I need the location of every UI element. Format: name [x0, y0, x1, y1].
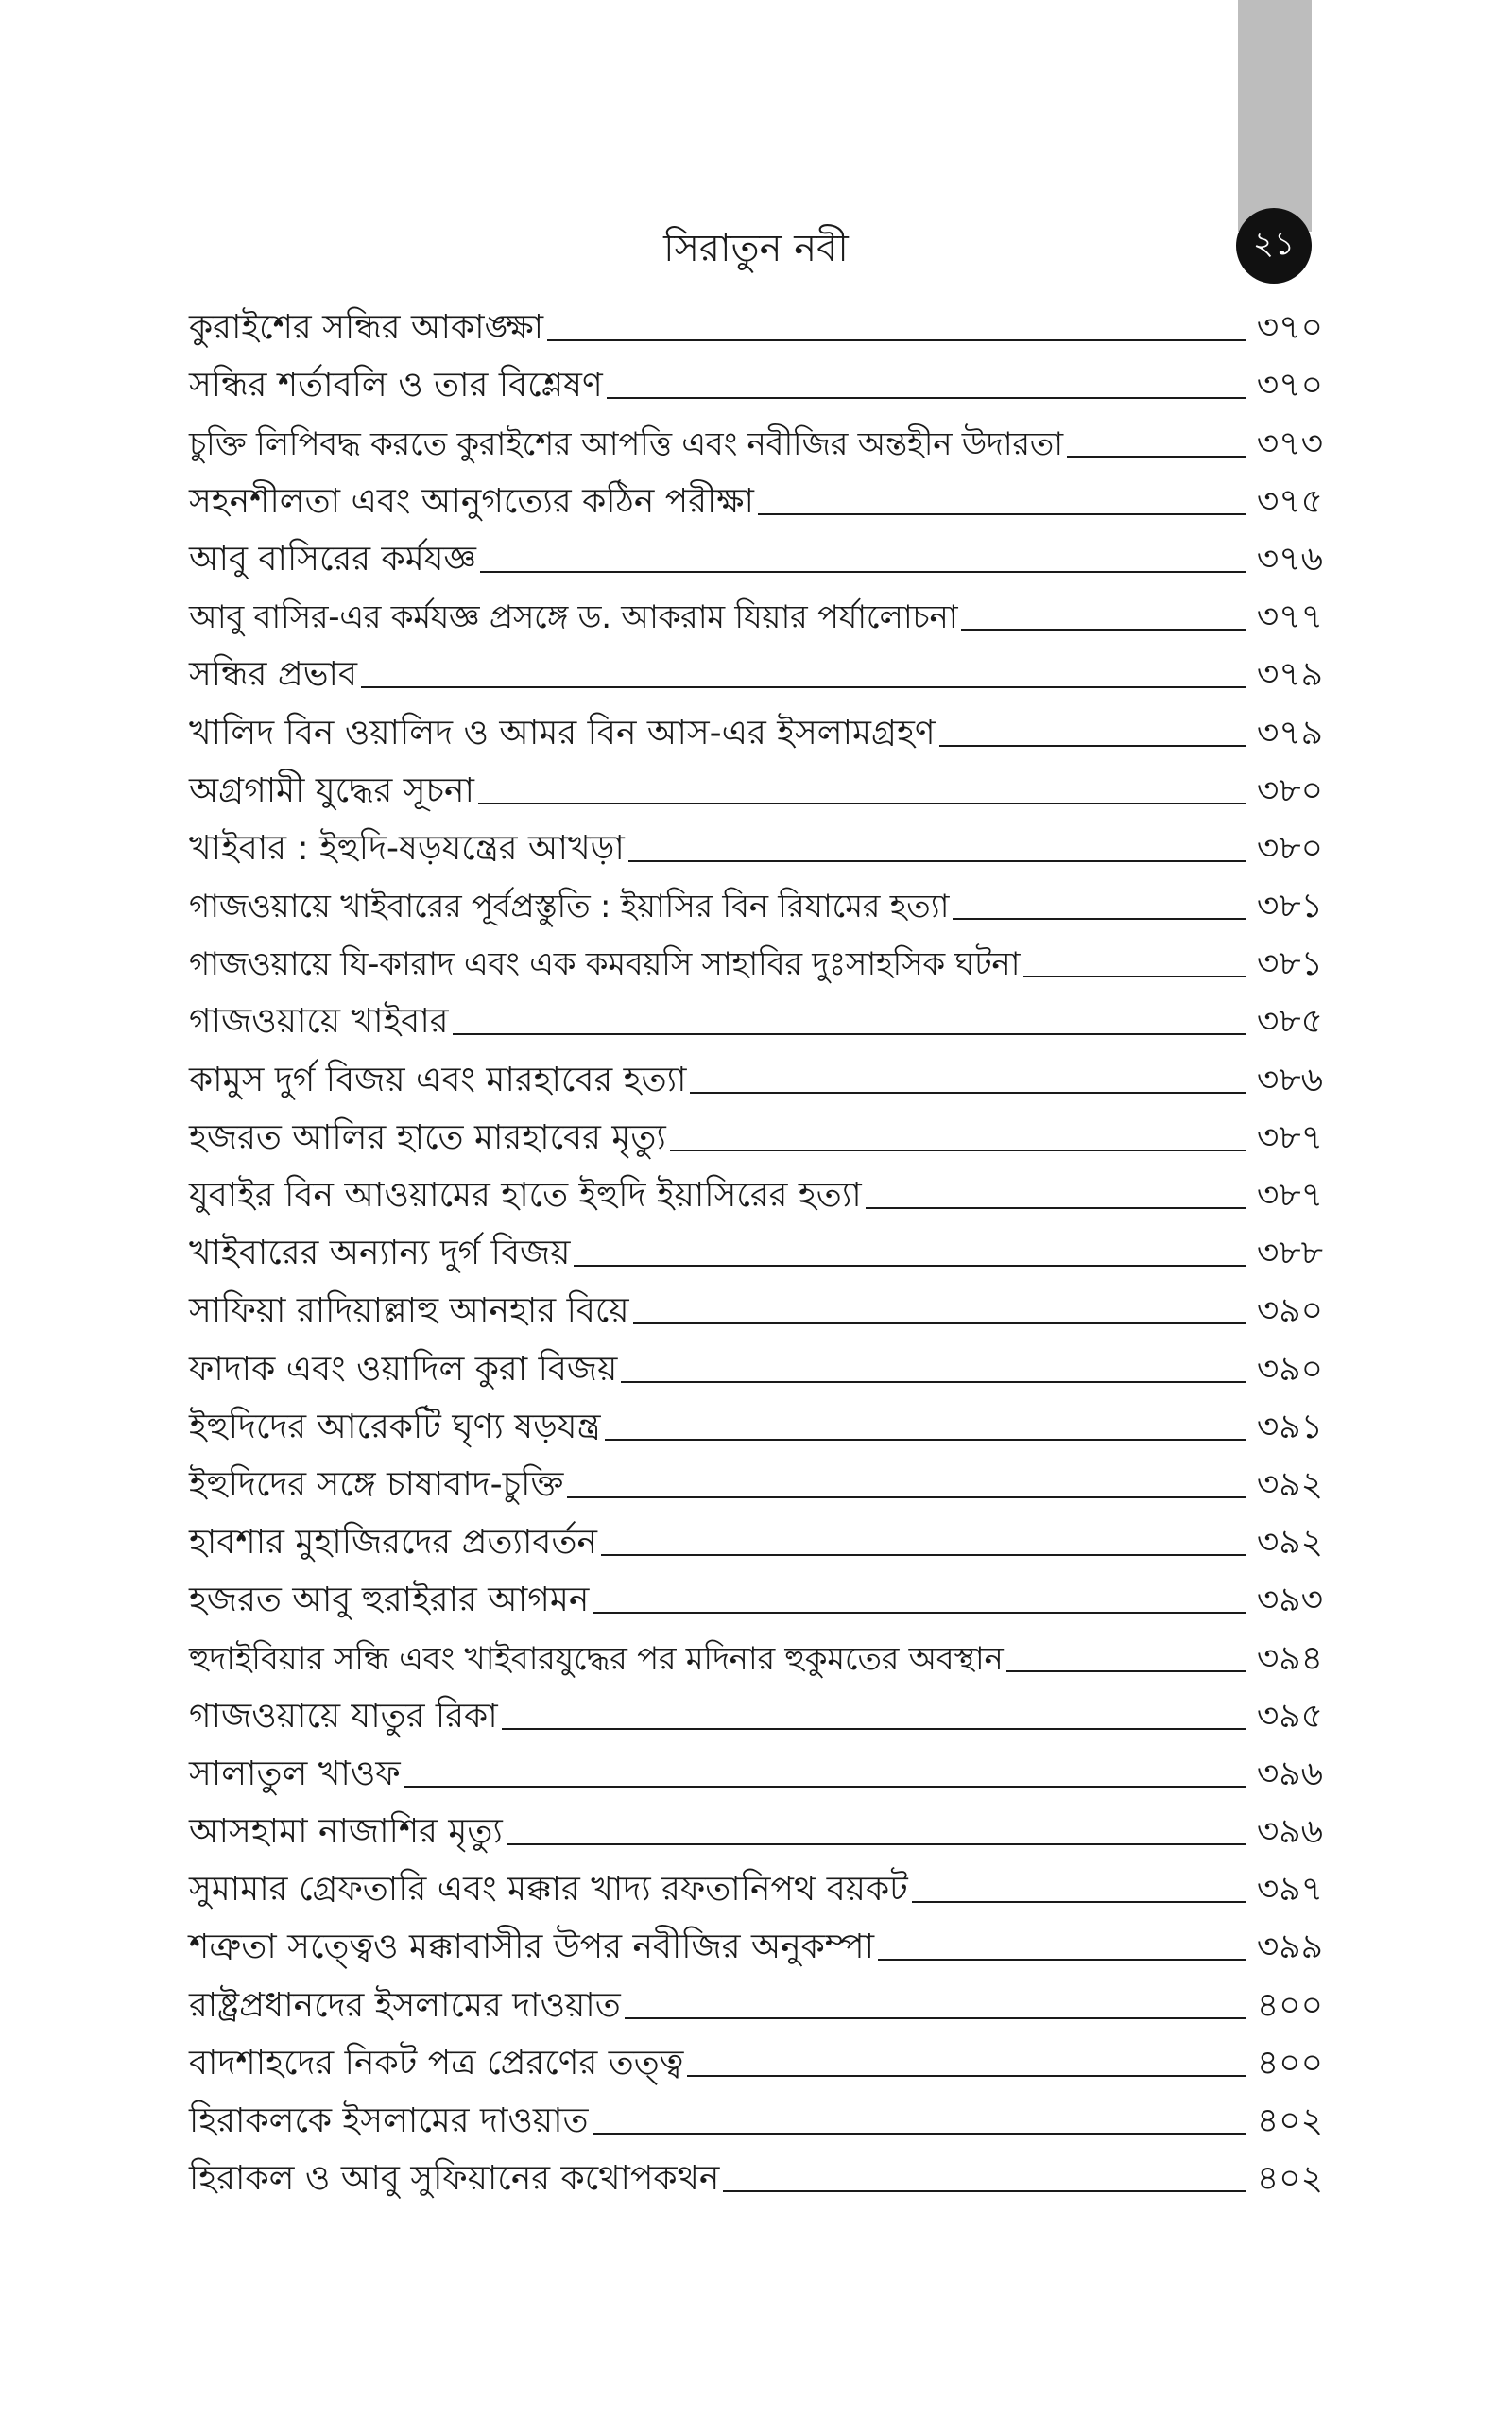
toc-leader-line: [547, 339, 1246, 341]
toc-entry-page: ৩৯২: [1256, 1464, 1323, 1504]
toc-entry[interactable]: [189, 991, 1323, 1048]
toc-entry-title: ইহুদিদের সঙ্গে চাষাবাদ-চুক্তি: [189, 1464, 564, 1504]
toc-entry-page: ৩৯১: [1256, 1407, 1323, 1446]
toc-entry[interactable]: [189, 1743, 1323, 1801]
toc-leader-line: [478, 803, 1246, 804]
toc-entry[interactable]: [189, 760, 1323, 818]
toc-entry-title: সুমামার গ্রেফতারি এবং মক্কার খাদ্য রফতানিপথ বয়কট: [189, 1870, 908, 1910]
toc-leader-line: [1023, 976, 1246, 977]
toc-entry[interactable]: [189, 875, 1323, 933]
toc-entry-title: সালাতুল খাওফ: [189, 1754, 401, 1793]
toc-entry-page: ৩৯৯: [1256, 1927, 1323, 1967]
toc-entry-page: ৩৯০: [1256, 1349, 1323, 1389]
toc-entry-title: হজরত আলির হাতে মারহাবের মৃত্যু: [189, 1117, 666, 1157]
toc-entry-title: হিরাকলকে ইসলামের দাওয়াত: [189, 2101, 589, 2140]
toc-entry[interactable]: [189, 1512, 1323, 1569]
toc-entry[interactable]: [189, 1685, 1323, 1743]
toc-entry[interactable]: [189, 644, 1323, 701]
toc-leader-line: [404, 1786, 1246, 1788]
toc-entry-title: গাজওয়ায়ে যাতুর রিকা: [189, 1696, 498, 1736]
toc-entry-page: ৩৯৬: [1256, 1812, 1323, 1852]
toc-entry-title: ইহুদিদের আরেকটি ঘৃণ্য ষড়যন্ত্র: [189, 1407, 601, 1446]
toc-entry-page: ৩৭৬: [1256, 539, 1323, 579]
toc-entry-page: ৩৭৯: [1256, 655, 1323, 695]
toc-entry-title: যুবাইর বিন আওয়ামের হাতে ইহুদি ইয়াসিরের হত্যা: [189, 1176, 862, 1215]
toc-leader-line: [607, 397, 1246, 399]
toc-leader-line: [687, 2075, 1246, 2077]
toc-entry-page: ৩৭৯: [1256, 713, 1323, 752]
toc-entry-title: আবু বাসির-এর কর্মযজ্ঞ প্রসঙ্গে ড. আকরাম যিয়ার পর্যালোচনা: [189, 598, 958, 637]
toc-entry-title: খালিদ বিন ওয়ালিদ ও আমর বিন আস-এর ইসলামগ্রহণ: [189, 713, 936, 752]
toc-entry-title: অগ্রগামী যুদ্ধের সূচনা: [189, 770, 474, 810]
toc-leader-line: [621, 1381, 1246, 1383]
toc-entry[interactable]: [189, 1454, 1323, 1512]
toc-leader-line: [453, 1033, 1246, 1035]
toc-entry-page: ৩৯৫: [1256, 1696, 1323, 1736]
toc-entry-title: রাষ্ট্রপ্রধানদের ইসলামের দাওয়াত: [189, 1985, 621, 2025]
toc-entry-title: খাইবার : ইহুদি-ষড়যন্ত্রের আখড়া: [189, 828, 625, 868]
toc-entry-title: সন্ধির প্রভাব: [189, 655, 358, 695]
toc-entry[interactable]: [189, 2032, 1323, 2090]
toc-entry[interactable]: [189, 1396, 1323, 1454]
toc-leader-line: [502, 1728, 1246, 1730]
toc-entry-title: গাজওয়ায়ে খাইবারের পূর্বপ্রস্তুতি : ইয়াসির বিন রিযামের হত্যা: [189, 888, 950, 926]
toc-entry[interactable]: [189, 818, 1323, 875]
toc-entry-page: ৩৯২: [1256, 1523, 1323, 1563]
toc-leader-line: [593, 1612, 1246, 1614]
toc-entry-title: ফাদাক এবং ওয়াদিল কুরা বিজয়: [189, 1349, 618, 1389]
toc-leader-line: [567, 1496, 1246, 1498]
toc-entry-title: সাফিয়া রাদিয়াল্লাহু আনহার বিয়ে: [189, 1291, 629, 1331]
toc-entry[interactable]: [189, 354, 1323, 412]
toc-entry-page: ৩৯৪: [1256, 1638, 1323, 1678]
toc-entry-title: হিরাকল ও আবু সুফিয়ানের কথোপকথন: [189, 2159, 720, 2199]
toc-entry-page: ৩৮০: [1256, 770, 1323, 810]
toc-entry[interactable]: [189, 1974, 1323, 2031]
toc-entry-page: ৩৮০: [1256, 828, 1323, 868]
toc-leader-line: [1006, 1670, 1246, 1672]
toc-entry-page: ৩৯৩: [1256, 1581, 1323, 1620]
toc-entry[interactable]: [189, 528, 1323, 586]
toc-leader-line: [633, 1322, 1246, 1324]
toc-entry-title: খাইবারের অন্যান্য দুর্গ বিজয়: [189, 1234, 571, 1273]
toc-leader-line: [593, 2133, 1246, 2135]
toc-entry-page: ৩৮৮: [1256, 1234, 1323, 1273]
toc-entry[interactable]: [189, 1165, 1323, 1222]
toc-entry-title: আবু বাসিরের কর্মযজ্ঞ: [189, 539, 476, 579]
toc-leader-line: [574, 1265, 1246, 1267]
toc-leader-line: [605, 1439, 1246, 1441]
toc-entry[interactable]: [189, 297, 1323, 354]
toc-entry-page: ৪০০: [1256, 1985, 1323, 2025]
toc-entry-title: হাবশার মুহাজিরদের প্রত্যাবর্তন: [189, 1523, 597, 1563]
toc-entry[interactable]: [189, 471, 1323, 528]
toc-entry[interactable]: [189, 1569, 1323, 1627]
toc-leader-line: [939, 745, 1246, 747]
toc-leader-line: [961, 629, 1246, 631]
toc-entry-title: শত্রুতা সত্ত্বেও মক্কাবাসীর উপর নবীজির অনুকম্পা: [189, 1927, 875, 1967]
table-of-contents: [189, 297, 1323, 2205]
toc-leader-line: [628, 860, 1246, 862]
toc-entry[interactable]: [189, 1801, 1323, 1858]
toc-leader-line: [878, 1959, 1246, 1961]
toc-leader-line: [912, 1901, 1246, 1903]
toc-entry[interactable]: [189, 1916, 1323, 1974]
toc-entry-page: ৩৮১: [1256, 944, 1323, 984]
toc-entry-page: ৩৮৬: [1256, 1060, 1323, 1099]
toc-entry-title: কুরাইশের সন্ধির আকাঙ্ক্ষা: [189, 308, 544, 348]
toc-leader-line: [758, 513, 1246, 515]
toc-leader-line: [723, 2190, 1246, 2192]
thumb-index-tab: [1238, 0, 1312, 232]
toc-leader-line: [625, 2017, 1246, 2019]
toc-entry-page: ৩৯০: [1256, 1291, 1323, 1331]
toc-entry-page: ৩৭৭: [1256, 597, 1323, 637]
toc-entry[interactable]: [189, 2148, 1323, 2205]
toc-entry-page: ৩৭০: [1256, 366, 1323, 406]
toc-entry-page: ৩৮৭: [1256, 1117, 1323, 1157]
toc-entry-title: কামুস দুর্গ বিজয় এবং মারহাবের হত্যা: [189, 1060, 687, 1099]
toc-entry[interactable]: [189, 412, 1323, 470]
toc-entry-title: সহনশীলতা এবং আনুগত্যের কঠিন পরীক্ষা: [189, 481, 754, 521]
toc-leader-line: [1067, 456, 1246, 458]
toc-entry-page: ৩৭৫: [1256, 481, 1323, 521]
toc-leader-line: [361, 686, 1246, 688]
toc-entry-title: সন্ধির শর্তাবলি ও তার বিশ্লেষণ: [189, 366, 603, 406]
toc-entry-page: ৪০২: [1256, 2159, 1323, 2199]
toc-entry-title: চুক্তি লিপিবদ্ধ করতে কুরাইশের আপত্তি এবং নবীজির অন্তহীন উদারতা: [189, 424, 1063, 463]
toc-leader-line: [690, 1092, 1246, 1094]
toc-leader-line: [601, 1554, 1246, 1556]
toc-entry[interactable]: [189, 1222, 1323, 1280]
toc-entry-page: ৩৭০: [1256, 308, 1323, 348]
toc-entry[interactable]: [189, 1858, 1323, 1916]
toc-entry-title: গাজওয়ায়ে খাইবার: [189, 1002, 449, 1042]
toc-entry[interactable]: [189, 586, 1323, 644]
toc-entry-page: ৩৯৭: [1256, 1870, 1323, 1910]
toc-entry-title: গাজওয়ায়ে যি-কারাদ এবং এক কমবয়সি সাহাবির দুঃসাহসিক ঘটনা: [189, 945, 1021, 984]
toc-entry[interactable]: [189, 2090, 1323, 2148]
toc-entry-page: ৩৭৩: [1256, 424, 1323, 463]
toc-leader-line: [507, 1843, 1246, 1845]
toc-entry[interactable]: [189, 1107, 1323, 1165]
toc-entry-page: ৪০০: [1256, 2043, 1323, 2083]
toc-entry[interactable]: [189, 1627, 1323, 1685]
toc-entry[interactable]: [189, 1048, 1323, 1106]
toc-leader-line: [953, 918, 1246, 920]
toc-leader-line: [480, 571, 1246, 573]
toc-entry-title: হুদাইবিয়ার সন্ধি এবং খাইবারযুদ্ধের পর মদিনার হুকুমতের অবস্থান: [189, 1639, 1004, 1678]
toc-entry[interactable]: [189, 933, 1323, 991]
toc-entry-page: ৩৮১: [1256, 887, 1323, 926]
toc-entry-title: বাদশাহদের নিকট পত্র প্রেরণের তত্ত্ব: [189, 2043, 684, 2083]
toc-entry-page: ৩৮৫: [1256, 1002, 1323, 1042]
toc-entry-title: হজরত আবু হুরাইরার আগমন: [189, 1581, 590, 1620]
toc-entry-page: ৩৮৭: [1256, 1176, 1323, 1215]
toc-entry[interactable]: [189, 1338, 1323, 1395]
page-number-badge: ২১: [1236, 208, 1312, 284]
toc-entry[interactable]: [189, 701, 1323, 759]
toc-entry-title: আসহামা নাজাশির মৃত্যু: [189, 1812, 503, 1852]
toc-leader-line: [670, 1150, 1246, 1151]
running-title: সিরাতুন নবী: [663, 227, 849, 270]
toc-entry-page: ৪০২: [1256, 2101, 1323, 2140]
toc-entry-page: ৩৯৬: [1256, 1754, 1323, 1793]
toc-leader-line: [866, 1207, 1246, 1209]
toc-entry[interactable]: [189, 1280, 1323, 1338]
